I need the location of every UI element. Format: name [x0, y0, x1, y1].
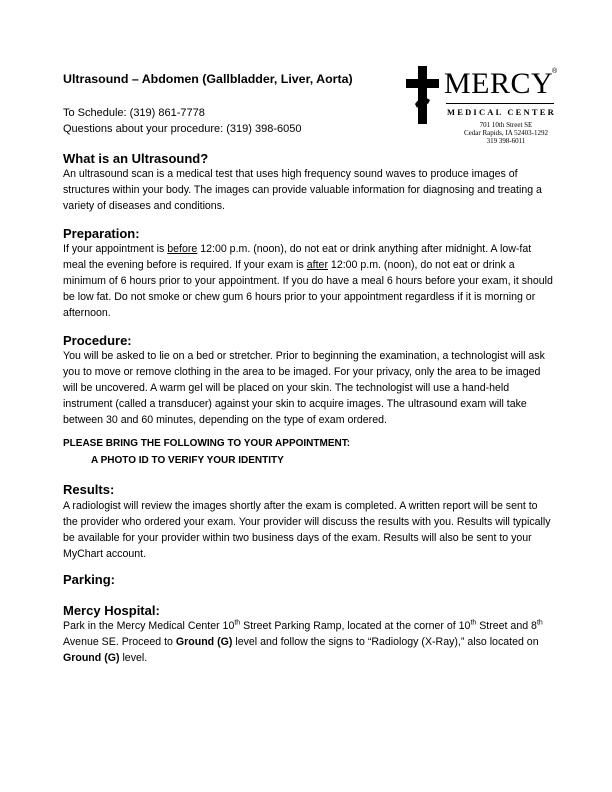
prep-text: 12:00 p.m. (noon), do not eat or drink a minimum of 6 hours prior to your appointment. If you do have a meal 6 hours before your exam, it should be low fat. Do not smoke or chew gum 6 hours prior to your appointment regardless if it is morning or afternoon.	[63, 259, 553, 319]
hospital-heading: Mercy Hospital:	[63, 603, 160, 618]
mercy-logo	[402, 64, 562, 154]
cross-icon	[402, 64, 442, 126]
hosp-text: Street Parking Ramp, located at the corner of 10	[240, 620, 471, 632]
what-text: An ultrasound scan is a medical test that uses high frequency sound waves to produce images of structures within your body. The images can provide valuable information for diagnosing and treating a variety of diseases and conditions.	[63, 168, 542, 212]
procedure-text: You will be asked to lie on a bed or stretcher. Prior to beginning the examination, a technologist will ask you to move or remove clothing in the area to be imaged. For your privacy, only the area to be imaged will be uncovered. A warm gel will be placed on your skin. The technologist will use a hand-held instrument (called a transducer) against your skin to acquire images. The ultrasound exam will take between 30 and 60 minutes, depending on the type of exam ordered.	[63, 350, 545, 426]
what-heading: What is an Ultrasound?	[63, 151, 209, 166]
ground-level: Ground (G)	[63, 652, 120, 664]
prep-text: If your appointment is	[63, 243, 168, 255]
prep-before: before	[167, 243, 198, 255]
logo-rule	[446, 103, 554, 104]
prep-text: 12:00 p.m. (noon), do not eat or drink anything after midnight. A low-fat meal the evening before is required. If your exam is	[63, 243, 532, 271]
superscript: th	[234, 619, 241, 627]
superscript: th	[536, 619, 543, 627]
hosp-text: Park in the Mercy Medical Center 10	[63, 620, 235, 632]
superscript: th	[470, 619, 477, 627]
hospital-text	[63, 618, 553, 666]
results-text: A radiologist will review the images shortly after the exam is completed. A written report will be sent to the provider who ordered your exam. Your provider will discuss the results with you. Results will typically be available for your provider within two business days of the exam. Results will also be sent to your MyChart account.	[63, 500, 551, 560]
page-title: Ultrasound – Abdomen (Gallbladder, Liver, Aorta)	[63, 72, 353, 86]
prep-after: after	[306, 259, 328, 271]
questions-phone: Questions about your procedure: (319) 398-6050	[63, 123, 302, 135]
logo-subtitle: MEDICAL CENTER	[447, 107, 556, 117]
procedure-heading: Procedure:	[63, 333, 132, 348]
logo-address-line: Cedar Rapids, IA 52403-1292	[464, 129, 548, 137]
logo-name: MERCY	[444, 67, 554, 100]
hosp-text: level and follow the signs to “Radiology (X-Ray),” also located on	[232, 636, 539, 648]
preparation-heading: Preparation:	[63, 226, 140, 241]
results-heading: Results:	[63, 482, 115, 497]
ground-level: Ground (G)	[175, 636, 233, 648]
logo-address-line: 319 398-6011	[486, 137, 526, 145]
logo-address	[446, 121, 566, 145]
schedule-phone: To Schedule: (319) 861-7778	[63, 107, 205, 119]
bring-item: A PHOTO ID TO VERIFY YOUR IDENTITY	[91, 455, 284, 466]
bring-line: PLEASE BRING THE FOLLOWING TO YOUR APPOINTMENT:	[63, 438, 351, 449]
parking-heading: Parking:	[63, 572, 116, 587]
logo-address-line: 701 10th Street SE	[479, 121, 533, 129]
preparation-text	[63, 241, 553, 321]
hosp-text: level.	[119, 652, 148, 664]
logo-registered: ®	[552, 68, 558, 75]
hosp-text: Avenue SE. Proceed to	[63, 636, 176, 648]
hosp-text: Street and 8	[476, 620, 537, 632]
